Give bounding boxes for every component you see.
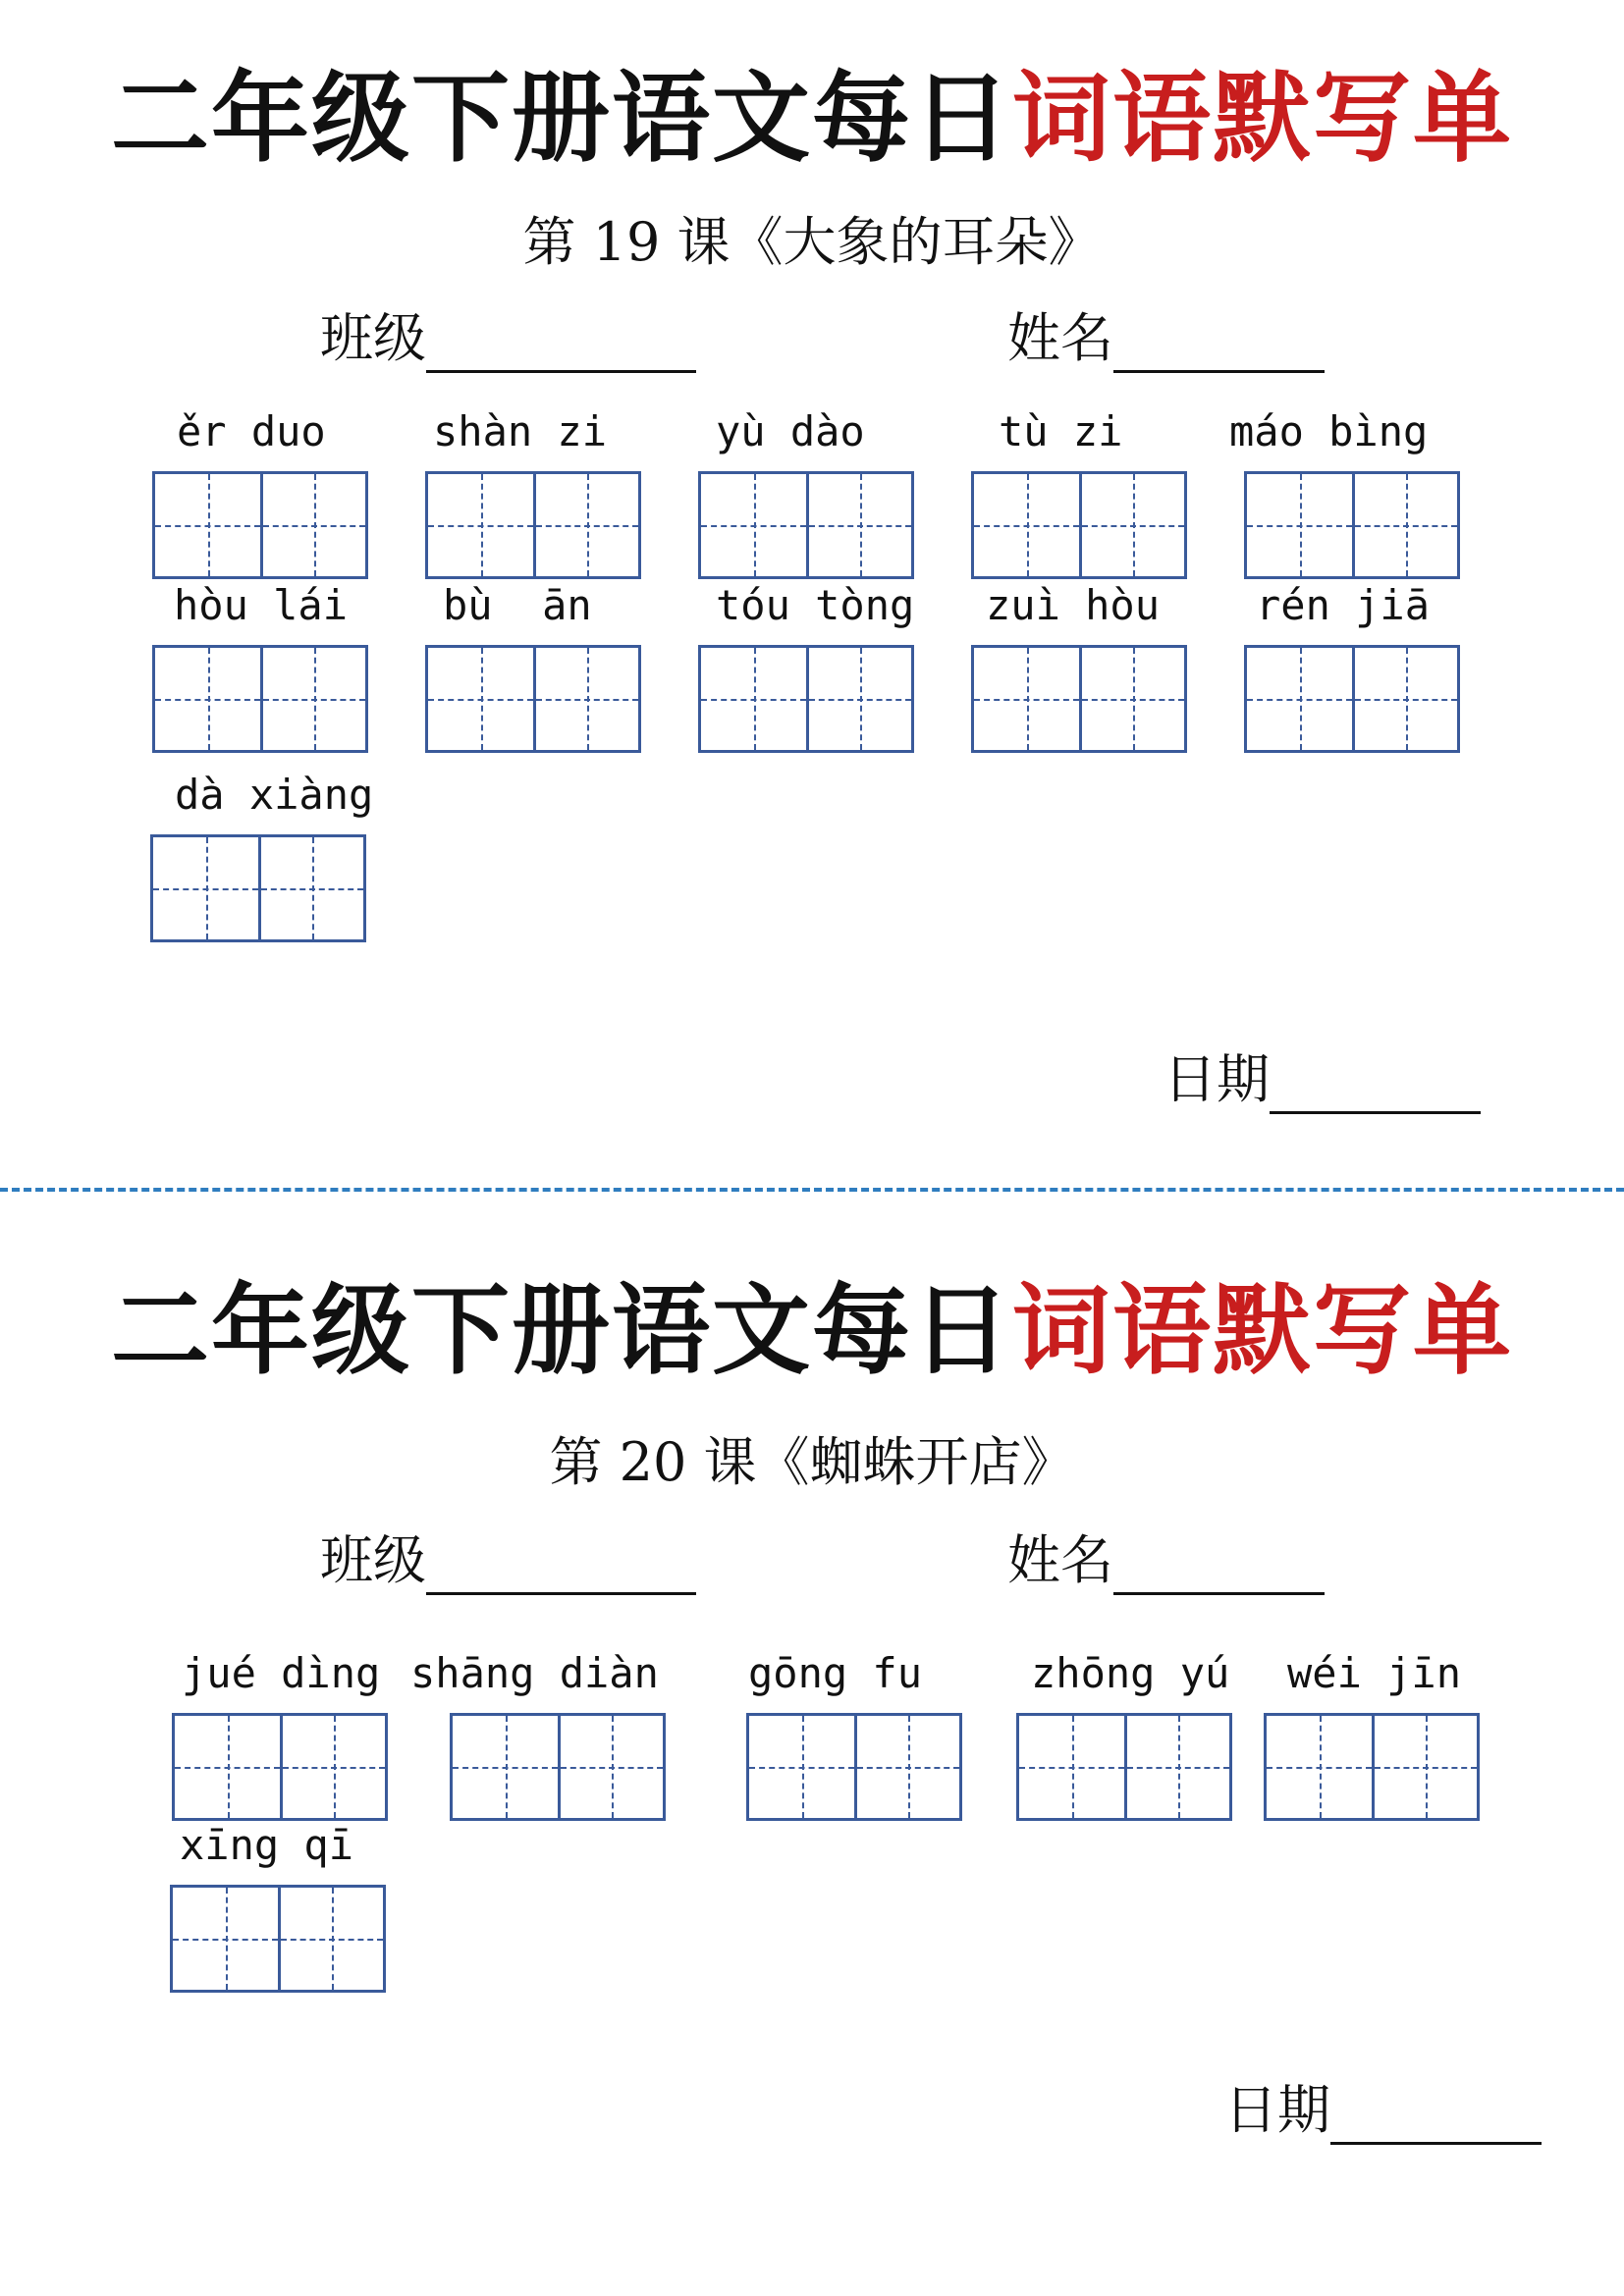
grid-cell[interactable] [280,1716,385,1818]
grid-cell[interactable] [155,648,260,750]
grid-cell[interactable] [1352,474,1457,576]
writing-grid[interactable] [971,645,1187,753]
writing-grid[interactable] [1244,645,1460,753]
grid-cell[interactable] [701,648,806,750]
title-red-part: 词语默写单 [1012,1272,1513,1388]
writing-grid[interactable] [425,645,641,753]
word-item [152,398,378,584]
name-label: 姓名 [1007,307,1113,369]
word-item [410,1639,676,1826]
grid-cell[interactable] [173,1888,278,1990]
grid-cell[interactable] [1267,1716,1372,1818]
writing-grid[interactable] [1016,1713,1232,1821]
name-label: 姓名 [1007,1529,1113,1591]
word-pinyin: ěr duo [177,407,326,455]
word-pinyin: shàn zi [433,407,608,455]
grid-cell[interactable] [153,837,258,939]
date-field[interactable] [1164,1045,1481,1114]
name-field[interactable] [1007,1526,1325,1595]
grid-cell[interactable] [258,837,363,939]
word-pinyin: yù dào [716,407,865,455]
name-blank-line[interactable] [1113,315,1325,373]
grid-cell[interactable] [806,474,911,576]
word-pinyin: máo bìng [1229,407,1429,455]
grid-cell[interactable] [155,474,260,576]
class-label: 班级 [320,307,426,369]
writing-grid[interactable] [698,471,914,579]
word-pinyin: dà xiàng [175,771,374,819]
title-black-part: 二年级下册语文每日 [111,60,1012,176]
writing-grid[interactable] [1264,1713,1480,1821]
word-pinyin: xīng qī [180,1821,354,1869]
cut-line-divider [0,1188,1624,1192]
word-item [172,1639,398,1826]
word-pinyin: tù zi [999,407,1123,455]
grid-cell[interactable] [175,1716,280,1818]
grid-cell[interactable] [278,1888,383,1990]
writing-grid[interactable] [971,471,1187,579]
date-blank-line[interactable] [1270,1056,1481,1114]
word-item [1016,1639,1242,1826]
lesson-subtitle: 第 20 课《蜘蛛开店》 [549,1431,1075,1493]
lesson-subtitle: 第 19 课《大象的耳朵》 [522,211,1102,273]
word-item [150,761,376,947]
date-field[interactable] [1224,2076,1542,2145]
word-pinyin: gōng fu [748,1649,923,1697]
class-field[interactable] [320,1526,696,1595]
date-label: 日期 [1164,1048,1270,1110]
grid-cell[interactable] [806,648,911,750]
worksheet-lesson-20 [0,1207,1624,2287]
word-pinyin: zhōng yú [1031,1649,1230,1697]
class-field[interactable] [320,304,696,373]
title-red-part: 词语默写单 [1012,60,1513,176]
word-item [746,1639,972,1826]
grid-cell[interactable] [749,1716,854,1818]
word-pinyin: bù ān [443,581,592,629]
word-pinyin: tóu tòng [716,581,915,629]
writing-grid[interactable] [172,1713,388,1821]
name-blank-line[interactable] [1113,1537,1325,1595]
grid-cell[interactable] [1372,1716,1477,1818]
word-item [971,571,1197,758]
word-item [971,398,1197,584]
word-item [1244,571,1470,758]
grid-cell[interactable] [1079,648,1184,750]
worksheet-title [0,1271,1624,1389]
grid-cell[interactable] [558,1716,663,1818]
grid-cell[interactable] [701,474,806,576]
word-pinyin: zuì hòu [986,581,1161,629]
word-pinyin: hòu lái [174,581,349,629]
word-pinyin: rén jiā [1256,581,1431,629]
grid-cell[interactable] [1124,1716,1229,1818]
word-item [1229,398,1470,584]
date-label: 日期 [1224,2079,1330,2141]
grid-cell[interactable] [974,648,1079,750]
writing-grid[interactable] [170,1885,386,1993]
word-item [170,1811,396,1998]
grid-cell[interactable] [453,1716,558,1818]
writing-grid[interactable] [150,834,366,942]
word-pinyin: wéi jīn [1287,1649,1462,1697]
grid-cell[interactable] [1247,474,1352,576]
writing-grid[interactable] [152,471,368,579]
grid-cell[interactable] [428,474,533,576]
class-blank-line[interactable] [426,315,696,373]
class-label: 班级 [320,1529,426,1591]
grid-cell[interactable] [1247,648,1352,750]
word-item [698,571,924,758]
grid-cell[interactable] [260,648,365,750]
grid-cell[interactable] [1079,474,1184,576]
word-item [1264,1639,1489,1826]
word-item [425,571,651,758]
writing-grid[interactable] [425,471,641,579]
class-blank-line[interactable] [426,1537,696,1595]
writing-grid[interactable] [152,645,368,753]
worksheet-title [0,59,1624,177]
name-field[interactable] [1007,304,1325,373]
writing-grid[interactable] [746,1713,962,1821]
grid-cell[interactable] [533,474,638,576]
grid-cell[interactable] [533,648,638,750]
title-black-part: 二年级下册语文每日 [111,1272,1012,1388]
word-pinyin: shāng diàn [410,1649,659,1697]
writing-grid[interactable] [450,1713,666,1821]
grid-cell[interactable] [428,648,533,750]
word-item [152,571,378,758]
word-item [698,398,924,584]
word-pinyin: jué dìng [182,1649,381,1697]
date-blank-line[interactable] [1330,2087,1542,2145]
grid-cell[interactable] [260,474,365,576]
grid-cell[interactable] [974,474,1079,576]
word-item [425,398,651,584]
grid-cell[interactable] [1352,648,1457,750]
grid-cell[interactable] [1019,1716,1124,1818]
writing-grid[interactable] [1244,471,1460,579]
writing-grid[interactable] [698,645,914,753]
grid-cell[interactable] [854,1716,959,1818]
